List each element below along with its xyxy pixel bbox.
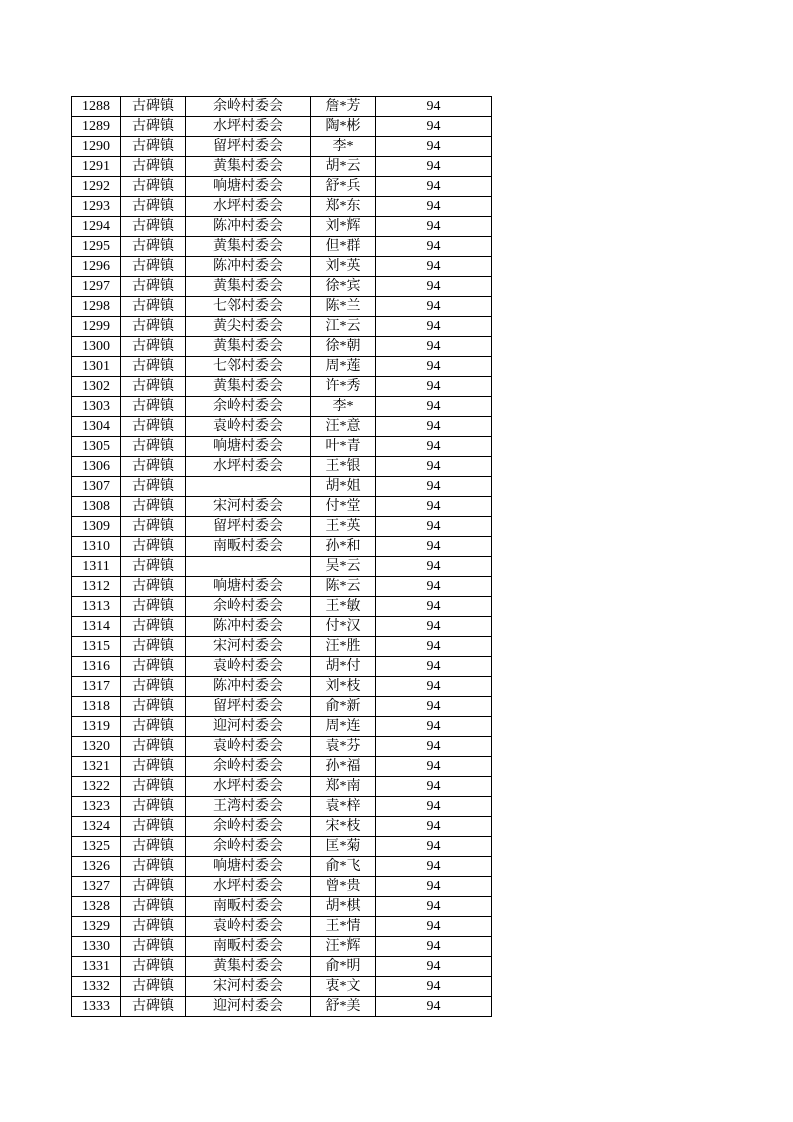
town-cell: 古碑镇 [121,577,186,597]
person-name-cell: 李* [311,397,376,417]
table-row [72,997,492,1017]
person-name-cell: 衷*文 [311,977,376,997]
town-cell: 古碑镇 [121,697,186,717]
person-name-cell: 曾*贵 [311,877,376,897]
score-cell: 94 [376,617,492,637]
score-cell: 94 [376,837,492,857]
table-row [72,557,492,577]
table-row [72,277,492,297]
row-number-cell: 1326 [72,857,121,877]
row-number-cell: 1288 [72,97,121,117]
town-cell: 古碑镇 [121,957,186,977]
score-cell: 94 [376,337,492,357]
row-number-cell: 1291 [72,157,121,177]
score-cell: 94 [376,177,492,197]
row-number-cell: 1323 [72,797,121,817]
village-committee-cell: 留坪村委会 [186,517,311,537]
row-number-cell: 1328 [72,897,121,917]
town-cell: 古碑镇 [121,737,186,757]
table-row [72,897,492,917]
person-name-cell: 王*英 [311,517,376,537]
table-row [72,517,492,537]
person-name-cell: 陈*云 [311,577,376,597]
village-committee-cell: 迎河村委会 [186,717,311,737]
town-cell: 古碑镇 [121,157,186,177]
score-cell: 94 [376,217,492,237]
person-name-cell: 袁*芬 [311,737,376,757]
score-cell: 94 [376,537,492,557]
table-row [72,717,492,737]
row-number-cell: 1313 [72,597,121,617]
person-name-cell: 江*云 [311,317,376,337]
table-row [72,337,492,357]
table-row [72,477,492,497]
village-committee-cell: 七邻村委会 [186,297,311,317]
town-cell: 古碑镇 [121,617,186,637]
village-committee-cell: 水坪村委会 [186,777,311,797]
table-row [72,837,492,857]
person-name-cell: 付*堂 [311,497,376,517]
score-cell: 94 [376,957,492,977]
village-committee-cell: 南畈村委会 [186,937,311,957]
row-number-cell: 1311 [72,557,121,577]
town-cell: 古碑镇 [121,797,186,817]
table-row [72,257,492,277]
town-cell: 古碑镇 [121,397,186,417]
table-row [72,297,492,317]
village-committee-cell: 黄集村委会 [186,957,311,977]
village-committee-cell: 陈冲村委会 [186,217,311,237]
score-cell: 94 [376,137,492,157]
score-cell: 94 [376,257,492,277]
row-number-cell: 1305 [72,437,121,457]
village-committee-cell: 陈冲村委会 [186,257,311,277]
score-cell: 94 [376,577,492,597]
town-cell: 古碑镇 [121,417,186,437]
table-row [72,597,492,617]
village-committee-cell: 黄集村委会 [186,237,311,257]
score-cell: 94 [376,517,492,537]
village-committee-cell: 余岭村委会 [186,97,311,117]
person-name-cell: 周*莲 [311,357,376,377]
row-number-cell: 1325 [72,837,121,857]
village-committee-cell: 留坪村委会 [186,137,311,157]
score-cell: 94 [376,757,492,777]
village-committee-cell: 水坪村委会 [186,117,311,137]
row-number-cell: 1306 [72,457,121,477]
village-committee-cell: 留坪村委会 [186,697,311,717]
village-committee-cell: 余岭村委会 [186,397,311,417]
person-name-cell: 吴*云 [311,557,376,577]
person-name-cell: 陶*彬 [311,117,376,137]
person-name-cell: 胡*付 [311,657,376,677]
table-row [72,377,492,397]
row-number-cell: 1314 [72,617,121,637]
town-cell: 古碑镇 [121,917,186,937]
table-row [72,497,492,517]
table-row [72,637,492,657]
person-name-cell: 舒*美 [311,997,376,1017]
town-cell: 古碑镇 [121,897,186,917]
row-number-cell: 1300 [72,337,121,357]
score-cell: 94 [376,997,492,1017]
score-cell: 94 [376,97,492,117]
roster-table-body [72,97,492,1017]
town-cell: 古碑镇 [121,757,186,777]
village-committee-cell: 袁岭村委会 [186,417,311,437]
village-committee-cell: 黄集村委会 [186,377,311,397]
table-row [72,97,492,117]
table-row [72,797,492,817]
table-row [72,617,492,637]
row-number-cell: 1316 [72,657,121,677]
score-cell: 94 [376,417,492,437]
village-committee-cell: 陈冲村委会 [186,617,311,637]
row-number-cell: 1304 [72,417,121,437]
score-cell: 94 [376,317,492,337]
person-name-cell: 徐*朝 [311,337,376,357]
score-cell: 94 [376,437,492,457]
village-committee-cell: 迎河村委会 [186,997,311,1017]
town-cell: 古碑镇 [121,97,186,117]
score-cell: 94 [376,277,492,297]
village-committee-cell: 余岭村委会 [186,597,311,617]
person-name-cell: 付*汉 [311,617,376,637]
person-name-cell: 郑*东 [311,197,376,217]
person-name-cell: 王*情 [311,917,376,937]
person-name-cell: 詹*芳 [311,97,376,117]
score-cell: 94 [376,497,492,517]
table-row [72,957,492,977]
town-cell: 古碑镇 [121,837,186,857]
table-row [72,917,492,937]
table-row [72,537,492,557]
town-cell: 古碑镇 [121,257,186,277]
person-name-cell: 刘*枝 [311,677,376,697]
table-row [72,757,492,777]
town-cell: 古碑镇 [121,337,186,357]
town-cell: 古碑镇 [121,817,186,837]
table-row [72,857,492,877]
person-name-cell: 胡*棋 [311,897,376,917]
town-cell: 古碑镇 [121,117,186,137]
village-committee-cell: 响塘村委会 [186,437,311,457]
score-cell: 94 [376,697,492,717]
village-committee-cell [186,557,311,577]
town-cell: 古碑镇 [121,177,186,197]
row-number-cell: 1295 [72,237,121,257]
town-cell: 古碑镇 [121,317,186,337]
table-row [72,417,492,437]
village-committee-cell: 七邻村委会 [186,357,311,377]
row-number-cell: 1293 [72,197,121,217]
table-row [72,197,492,217]
row-number-cell: 1310 [72,537,121,557]
town-cell: 古碑镇 [121,857,186,877]
score-cell: 94 [376,777,492,797]
row-number-cell: 1294 [72,217,121,237]
table-row [72,777,492,797]
person-name-cell: 许*秀 [311,377,376,397]
roster-table [71,96,492,1017]
table-row [72,737,492,757]
score-cell: 94 [376,357,492,377]
table-row [72,177,492,197]
row-number-cell: 1320 [72,737,121,757]
person-name-cell: 俞*明 [311,957,376,977]
row-number-cell: 1297 [72,277,121,297]
person-name-cell: 王*敏 [311,597,376,617]
person-name-cell: 宋*枝 [311,817,376,837]
row-number-cell: 1307 [72,477,121,497]
person-name-cell: 李* [311,137,376,157]
score-cell: 94 [376,597,492,617]
row-number-cell: 1290 [72,137,121,157]
row-number-cell: 1296 [72,257,121,277]
town-cell: 古碑镇 [121,597,186,617]
town-cell: 古碑镇 [121,977,186,997]
town-cell: 古碑镇 [121,537,186,557]
person-name-cell: 俞*新 [311,697,376,717]
village-committee-cell: 响塘村委会 [186,577,311,597]
person-name-cell: 叶*青 [311,437,376,457]
row-number-cell: 1298 [72,297,121,317]
score-cell: 94 [376,877,492,897]
person-name-cell: 舒*兵 [311,177,376,197]
town-cell: 古碑镇 [121,937,186,957]
score-cell: 94 [376,637,492,657]
village-committee-cell: 响塘村委会 [186,177,311,197]
table-row [72,437,492,457]
score-cell: 94 [376,237,492,257]
table-row [72,657,492,677]
table-row [72,937,492,957]
table-row [72,697,492,717]
person-name-cell: 孙*福 [311,757,376,777]
score-cell: 94 [376,477,492,497]
row-number-cell: 1289 [72,117,121,137]
village-committee-cell: 黄集村委会 [186,277,311,297]
score-cell: 94 [376,377,492,397]
row-number-cell: 1315 [72,637,121,657]
row-number-cell: 1324 [72,817,121,837]
town-cell: 古碑镇 [121,517,186,537]
town-cell: 古碑镇 [121,217,186,237]
town-cell: 古碑镇 [121,457,186,477]
row-number-cell: 1317 [72,677,121,697]
town-cell: 古碑镇 [121,717,186,737]
town-cell: 古碑镇 [121,777,186,797]
person-name-cell: 胡*云 [311,157,376,177]
score-cell: 94 [376,977,492,997]
village-committee-cell: 南畈村委会 [186,537,311,557]
row-number-cell: 1332 [72,977,121,997]
town-cell: 古碑镇 [121,297,186,317]
row-number-cell: 1321 [72,757,121,777]
village-committee-cell: 黄尖村委会 [186,317,311,337]
village-committee-cell: 水坪村委会 [186,197,311,217]
person-name-cell: 刘*英 [311,257,376,277]
score-cell: 94 [376,797,492,817]
town-cell: 古碑镇 [121,377,186,397]
village-committee-cell: 黄集村委会 [186,157,311,177]
table-row [72,217,492,237]
table-row [72,237,492,257]
row-number-cell: 1299 [72,317,121,337]
village-committee-cell [186,477,311,497]
village-committee-cell: 水坪村委会 [186,457,311,477]
row-number-cell: 1309 [72,517,121,537]
person-name-cell: 胡*姐 [311,477,376,497]
table-row [72,677,492,697]
village-committee-cell: 余岭村委会 [186,757,311,777]
table-row [72,117,492,137]
row-number-cell: 1301 [72,357,121,377]
village-committee-cell: 宋河村委会 [186,497,311,517]
score-cell: 94 [376,457,492,477]
village-committee-cell: 袁岭村委会 [186,737,311,757]
score-cell: 94 [376,717,492,737]
score-cell: 94 [376,197,492,217]
score-cell: 94 [376,297,492,317]
town-cell: 古碑镇 [121,637,186,657]
table-row [72,157,492,177]
table-row [72,137,492,157]
town-cell: 古碑镇 [121,657,186,677]
row-number-cell: 1318 [72,697,121,717]
town-cell: 古碑镇 [121,237,186,257]
row-number-cell: 1329 [72,917,121,937]
town-cell: 古碑镇 [121,497,186,517]
table-row [72,397,492,417]
village-committee-cell: 宋河村委会 [186,637,311,657]
score-cell: 94 [376,157,492,177]
score-cell: 94 [376,557,492,577]
village-committee-cell: 响塘村委会 [186,857,311,877]
town-cell: 古碑镇 [121,877,186,897]
town-cell: 古碑镇 [121,477,186,497]
town-cell: 古碑镇 [121,137,186,157]
village-committee-cell: 袁岭村委会 [186,917,311,937]
table-row [72,317,492,337]
town-cell: 古碑镇 [121,677,186,697]
row-number-cell: 1331 [72,957,121,977]
person-name-cell: 汪*胜 [311,637,376,657]
village-committee-cell: 南畈村委会 [186,897,311,917]
table-row [72,977,492,997]
row-number-cell: 1292 [72,177,121,197]
town-cell: 古碑镇 [121,277,186,297]
row-number-cell: 1312 [72,577,121,597]
person-name-cell: 但*群 [311,237,376,257]
person-name-cell: 郑*南 [311,777,376,797]
table-row [72,457,492,477]
score-cell: 94 [376,397,492,417]
person-name-cell: 刘*辉 [311,217,376,237]
person-name-cell: 匡*菊 [311,837,376,857]
table-row [72,357,492,377]
table-row [72,577,492,597]
person-name-cell: 徐*宾 [311,277,376,297]
person-name-cell: 汪*意 [311,417,376,437]
person-name-cell: 周*连 [311,717,376,737]
person-name-cell: 袁*梓 [311,797,376,817]
row-number-cell: 1308 [72,497,121,517]
person-name-cell: 王*银 [311,457,376,477]
village-committee-cell: 余岭村委会 [186,837,311,857]
row-number-cell: 1333 [72,997,121,1017]
village-committee-cell: 宋河村委会 [186,977,311,997]
table-row [72,877,492,897]
village-committee-cell: 袁岭村委会 [186,657,311,677]
score-cell: 94 [376,677,492,697]
row-number-cell: 1322 [72,777,121,797]
person-name-cell: 陈*兰 [311,297,376,317]
person-name-cell: 俞*飞 [311,857,376,877]
row-number-cell: 1302 [72,377,121,397]
score-cell: 94 [376,897,492,917]
person-name-cell: 孙*和 [311,537,376,557]
village-committee-cell: 王湾村委会 [186,797,311,817]
score-cell: 94 [376,937,492,957]
row-number-cell: 1319 [72,717,121,737]
score-cell: 94 [376,117,492,137]
score-cell: 94 [376,857,492,877]
town-cell: 古碑镇 [121,437,186,457]
town-cell: 古碑镇 [121,997,186,1017]
village-committee-cell: 水坪村委会 [186,877,311,897]
score-cell: 94 [376,657,492,677]
row-number-cell: 1327 [72,877,121,897]
score-cell: 94 [376,817,492,837]
table-row [72,817,492,837]
town-cell: 古碑镇 [121,357,186,377]
village-committee-cell: 余岭村委会 [186,817,311,837]
town-cell: 古碑镇 [121,557,186,577]
town-cell: 古碑镇 [121,197,186,217]
person-name-cell: 汪*辉 [311,937,376,957]
score-cell: 94 [376,917,492,937]
row-number-cell: 1330 [72,937,121,957]
score-cell: 94 [376,737,492,757]
village-committee-cell: 陈冲村委会 [186,677,311,697]
row-number-cell: 1303 [72,397,121,417]
village-committee-cell: 黄集村委会 [186,337,311,357]
